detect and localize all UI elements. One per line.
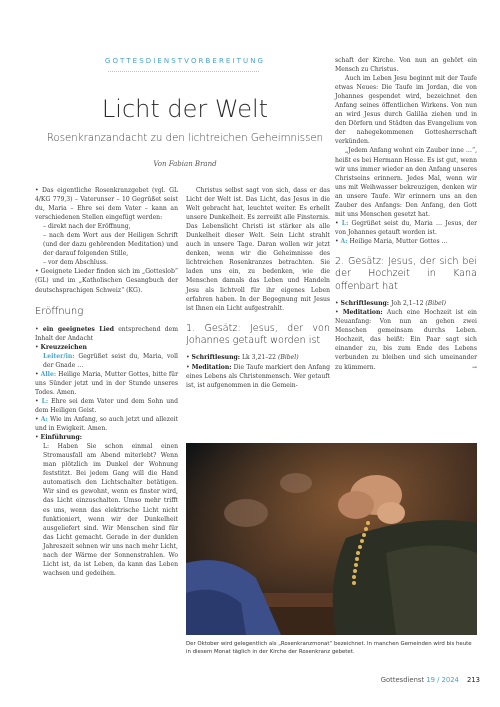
reading-2: • Schriftlesung: Joh 2,1–12 (Bibel) <box>335 300 447 308</box>
section-heading-gesaetz-2: 2. Gesätz: Jesus, der sich bei der Hochzeit in Kana offenbart hat <box>335 255 477 292</box>
section-kicker: GOTTESDIENSTVORBEREITUNG <box>104 57 266 65</box>
section-heading-eroeffnung: Eröffnung <box>35 305 84 317</box>
introduction-label: • Einführung: <box>35 434 83 442</box>
photo-caption: Der Oktober wird gelegentlich als „Rosenkranzmonat“ bezeichnet. In manchen Gemeinden wird bis heute in diesem Monat täglich in der Kirche der Rosenkranz gebetet. <box>186 641 472 655</box>
all-prayer-1: • A: Heilige Maria, Mutter Gottes … <box>335 237 448 245</box>
leader-prayer: Leiter/in: Gegrüßet seist du, Maria, voll der Gnade … <box>43 352 178 369</box>
issue-number: 19 / 2024 <box>426 676 459 684</box>
column-3 <box>335 56 477 372</box>
christ-light-paragraph: Christus selbst sagt von sich, dass er das Licht der Welt ist. Das Licht, das Jesus in die Welt gebracht hat, leuchtet weiter. Es erhellt unsere Dunkelheit. Es zerreißt alle Finsternis. Das Lebenslicht Christi ist stärker als alle Dunkelheit dieser Welt. Sein Licht strahlt auch in unsere Tage. Daran wollen wir jetzt denken, wenn wir die Geheimnisse des lichtreichen Rosenkranzes betrachten. Sie laden uns ein, zu bedenken, wie die Menschen damals das Leben und Handeln Jesu als lichtvoll für ihr eigenes Leben erfahren haben. In der Begegnung mit Jesus ist Ihnen ein Licht aufgestrahlt. <box>186 187 330 312</box>
kicker-rule <box>108 71 259 72</box>
intro-note-1: • Das eigentliche Rosenkranzgebet (vgl. GL 4/KG 779,3) – Vaterunser – 10 Gegrüßet seist du, Maria – Ehre sei dem Vater – kann an verschiedenen Stellen eingefügt werden: <box>35 187 178 222</box>
page-footer <box>381 676 480 684</box>
page-title: Licht der Welt <box>101 95 269 123</box>
baptism-paragraph-1: schaft der Kirche. Von nun an gehört ein Mensch zu Christus. <box>335 57 477 74</box>
continue-arrow-icon: → <box>471 363 477 371</box>
meditation-1: • Meditation: Die Taufe markiert den Anfang eines Lebens als Christenmensch. Wer getauft ist, ist aufgenommen in die Gemein- <box>186 363 330 389</box>
intro-note-2: • Geeignete Lieder finden sich im „Gotteslob“ (GL) und im „Katholischen Gesangbuch der deutschsprachigen Schweiz“ (KG). <box>35 268 178 294</box>
all-prayer: • Alle: Heilige Maria, Mutter Gottes, bitte für uns Sünder jetzt und in der Stunde unseres Todes. Amen. <box>35 370 178 396</box>
intro-note-option-b: – nach dem Wort aus der Heiligen Schrift (und der dazu gehörenden Meditation) und der darauf folgenden Stille, <box>43 232 178 258</box>
opening-song-item: • ein geeignetes Lied entsprechend dem Inhalt der Andacht <box>35 325 178 342</box>
rosary-hands-image <box>186 443 477 635</box>
baptism-paragraph-3: „Jedem Anfang wohnt ein Zauber inne …“, heißt es bei Hermann Hesse. Es ist gut, wenn wir uns immer wieder an den Anfang unseres Christseins erinnern. Jedes Mal, wenn wir uns mit Weihwasser bekreuzigen, denken wir an unsere Taufe. Wir erinnern uns an den Zauber des Anfangs: Den Anfang, den Gott mit uns Menschen gesetzt hat. <box>335 147 477 218</box>
column-1 <box>35 186 178 578</box>
meditation-2: • Meditation: Auch eine Hochzeit ist ein Neuanfang: Von nun an gehen zwei Menschen gemeinsam durchs Leben. Hochzeit, das heißt: Ein Paar sagt sich einander zu, bis zum Ende des Lebens verbunden zu bleiben und sich umeinander zu kümmern. → <box>335 309 477 371</box>
all-response: • A: Wie im Anfang, so auch jetzt und allezeit und in Ewigkeit. Amen. <box>35 416 178 433</box>
intro-note-option-a: – direkt nach der Eröffnung, <box>43 223 131 231</box>
column-2 <box>186 186 330 390</box>
author-byline: Von Fabian Brand <box>153 160 217 168</box>
section-heading-gesaetz-1: 1. Gesätz: Jesus, der von Johannes getauft worden ist <box>186 322 330 347</box>
page-number: 213 <box>467 676 480 684</box>
magazine-name: Gottesdienst <box>380 676 427 684</box>
intro-note-option-c: – vor dem Abschluss. <box>43 259 108 267</box>
baptism-paragraph-2: Auch im Leben Jesu beginnt mit der Taufe etwas Neues: Die Taufe im Jordan, die von Johannes gespendet wird, bezeichnet den Anfang seines öffentlichen Wirkens. Von nun an wird Jesus durch Galiläa ziehen und in den Dörfern und Städten das Evangelium von der nahegekommenen Gottesherrschaft verkünden. <box>335 75 477 146</box>
sign-of-cross-item: • Kreuzzeichen <box>35 343 87 351</box>
reading-1: • Schriftlesung: Lk 3,21–22 (Bibel) <box>186 354 299 362</box>
introduction-text: L: Haben Sie schon einmal einen Stromausfall am Abend miterlebt? Wenn man plötzlich im Dunkel der Wohnung feststitzt. Bei jedem Gang will die Hand automatisch den Lichtschalter betätigen. Wir sind es gewohnt, wenn es finster wird, das Licht einzuschalten. Umso mehr trifft es uns, wenn das elektrische Licht nicht funktioniert, wenn wir der Dunkelheit ausgeliefert sind. Wir Menschen sind für das Licht gemacht. Gerade in der dunklen Jahreszeit sehnen wir uns nach mehr Licht, nach der Wärme der Sonnenstrahlen. Wo Licht ist, da ist Leben, da kann das Leben wachsen und gedeihen. <box>43 443 178 577</box>
leader-prayer-1: • L: Gegrüßet seist du, Maria … Jesus, der von Johannes getauft worden ist. <box>335 219 477 236</box>
leader-glory: • L: Ehre sei dem Vater und dem Sohn und dem Heiligen Geist. <box>35 397 178 414</box>
rosary-photo <box>186 443 477 635</box>
page-subtitle: Rosenkranzandacht zu den lichtreichen Geheimnissen <box>46 133 324 144</box>
